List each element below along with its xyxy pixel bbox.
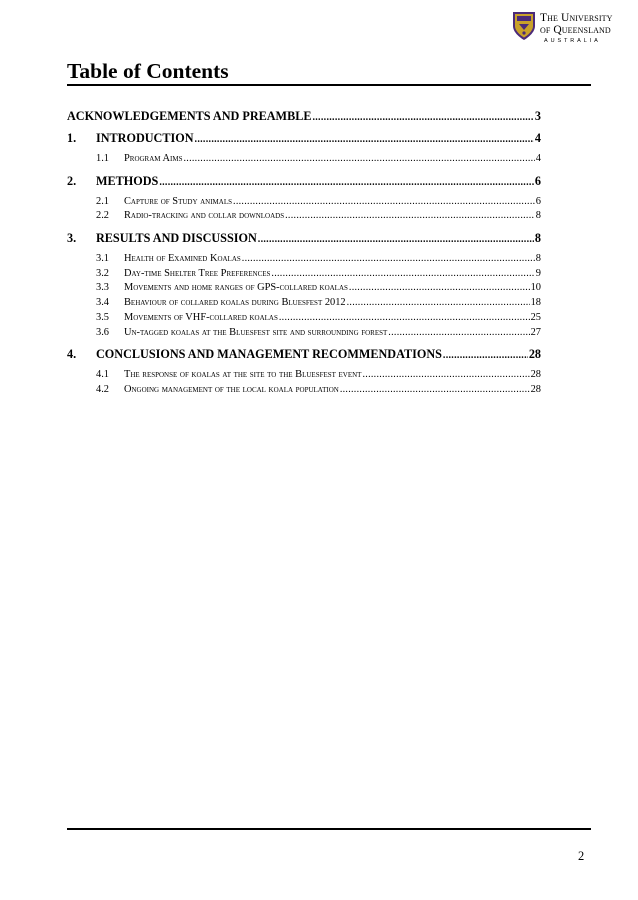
toc-subsection-capture[interactable] (67, 195, 541, 210)
toc-subsection-number: 3.6 (96, 326, 109, 338)
toc-subsection-number: 3.2 (96, 267, 109, 279)
toc-subsection-label: The response of koalas at the site to the Bluesfest event (124, 369, 362, 381)
toc-section-page: 6 (534, 173, 541, 188)
toc-subsection-page: 25 (530, 311, 541, 323)
toc-subsection-page: 8 (535, 253, 541, 265)
toc-subsection-number: 3.5 (96, 311, 109, 323)
footer-divider (67, 828, 591, 830)
toc-leader-dots (285, 209, 535, 224)
toc-section-label: METHODS (96, 173, 159, 188)
toc-subsection-page: 28 (530, 383, 541, 395)
toc-subsection-health[interactable] (67, 252, 541, 267)
toc-subsection-ongoing-management[interactable] (67, 383, 541, 398)
toc-leader-dots (271, 267, 534, 282)
logo-line-3: AUSTRALIA (544, 38, 601, 44)
toc-subsection-page: 28 (530, 369, 541, 381)
toc-leader-dots (159, 175, 534, 191)
toc-leader-dots (183, 152, 534, 167)
toc-leader-dots (340, 383, 530, 398)
toc-leader-dots (258, 232, 534, 248)
toc-section-number: 2. (67, 173, 77, 188)
toc-leader-dots (195, 132, 534, 148)
toc-subsection-number: 2.1 (96, 195, 109, 207)
toc-section-number: 3. (67, 231, 77, 246)
toc-section-number: 4. (67, 347, 77, 362)
toc-subsection-page: 8 (535, 210, 541, 222)
toc-leader-dots (349, 281, 530, 296)
toc-subsection-label: Program Aims (124, 153, 183, 164)
toc-subsection-number: 1.1 (96, 153, 109, 164)
toc-subsection-program-aims[interactable] (67, 152, 541, 167)
toc-subsection-response[interactable] (67, 368, 541, 383)
toc-leader-dots (388, 326, 529, 341)
toc-subsection-label: Un-tagged koalas at the Bluesfest site and surrounding forest (124, 326, 388, 338)
toc-section-results[interactable] (67, 230, 541, 246)
toc-subsection-label: Health of Examined Koalas (124, 253, 241, 265)
toc-subsection-number: 3.3 (96, 282, 109, 294)
toc-subsection-page: 10 (530, 282, 541, 294)
toc-subsection-label: Movements and home ranges of GPS-collared koalas (124, 282, 348, 294)
page-number: 2 (578, 849, 585, 863)
toc-subsection-page: 4 (535, 153, 541, 164)
toc-subsection-label: Capture of Study animals (124, 195, 233, 207)
toc-subsection-number: 3.4 (96, 297, 109, 309)
toc-section-label: RESULTS AND DISCUSSION (96, 231, 257, 246)
toc-subsection-page: 27 (530, 326, 541, 338)
toc-entry-preamble[interactable] (67, 108, 541, 124)
toc-subsection-page: 18 (530, 297, 541, 309)
toc-section-page: 8 (534, 231, 541, 246)
toc-subsection-shelter-trees[interactable] (67, 267, 541, 282)
university-logo (512, 10, 630, 46)
toc-section-methods[interactable] (67, 173, 541, 189)
toc-subsection-radio-tracking[interactable] (67, 209, 541, 224)
toc-leader-dots (362, 368, 529, 383)
toc-subsection-label: Day-time Shelter Tree Preferences (124, 267, 271, 279)
toc-subsection-untagged[interactable] (67, 326, 541, 341)
toc-subsection-number: 2.2 (96, 210, 109, 222)
logo-line-1: The University (540, 12, 613, 24)
toc-subsection-number: 4.2 (96, 383, 109, 395)
toc-entry-label: ACKNOWLEDGEMENTS AND PREAMBLE (67, 109, 312, 123)
header-divider (67, 84, 591, 86)
toc-subsection-vhf-movements[interactable] (67, 311, 541, 326)
toc-subsection-label: Ongoing management of the local koala population (124, 383, 339, 395)
toc-subsection-number: 4.1 (96, 369, 109, 381)
toc-section-page: 4 (534, 131, 541, 145)
toc-leader-dots (233, 195, 535, 210)
toc-leader-dots (443, 348, 528, 364)
toc-entry-page: 3 (534, 109, 541, 123)
university-crest-icon (512, 11, 536, 41)
toc-section-conclusions[interactable] (67, 346, 541, 362)
page-title: Table of Contents (67, 59, 229, 83)
toc-subsection-label: Radio-tracking and collar downloads (124, 210, 285, 222)
toc-subsection-page: 9 (535, 267, 541, 279)
toc-section-introduction[interactable] (67, 130, 541, 146)
toc-leader-dots (347, 296, 530, 311)
toc-section-label: INTRODUCTION (96, 131, 194, 145)
table-of-contents (67, 108, 541, 398)
toc-section-page: 28 (528, 347, 541, 362)
toc-leader-dots (279, 311, 530, 326)
logo-wordmark (540, 12, 613, 36)
toc-section-number: 1. (67, 131, 77, 145)
toc-subsection-number: 3.1 (96, 253, 109, 265)
toc-leader-dots (312, 110, 533, 126)
toc-subsection-label: Behaviour of collared koalas during Bluesfest 2012 (124, 297, 346, 309)
toc-subsection-label: Movements of VHF-collared koalas (124, 311, 278, 323)
toc-leader-dots (242, 252, 535, 267)
toc-subsection-gps-movements[interactable] (67, 281, 541, 296)
toc-subsection-page: 6 (535, 195, 541, 207)
logo-line-2: of Queensland (540, 24, 611, 36)
toc-section-label: CONCLUSIONS AND MANAGEMENT RECOMMENDATIONS (96, 347, 442, 362)
toc-subsection-behaviour[interactable] (67, 296, 541, 311)
